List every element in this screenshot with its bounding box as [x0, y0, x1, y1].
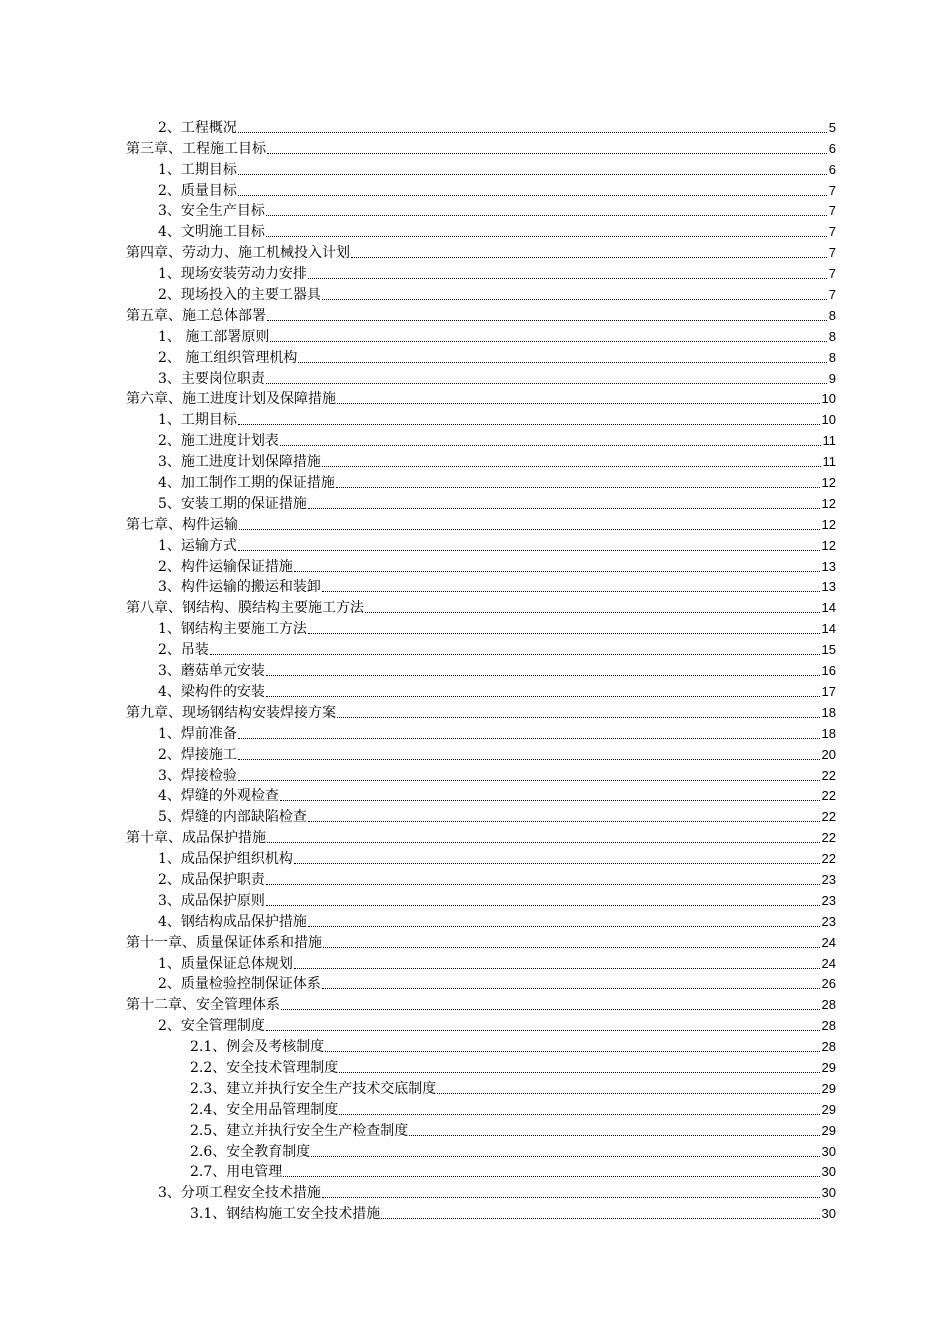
toc-entry[interactable]	[126, 491, 836, 512]
toc-dot-leader	[238, 737, 820, 739]
toc-entry-page-number: 29	[821, 1101, 836, 1117]
toc-entry[interactable]	[126, 136, 836, 157]
toc-entry-title: 第三章、工程施工目标	[126, 140, 266, 157]
toc-dot-leader	[266, 674, 820, 676]
toc-entry[interactable]	[126, 240, 836, 261]
toc-entry-title: 1、运输方式	[158, 537, 237, 554]
toc-entry[interactable]	[126, 303, 836, 324]
toc-dot-leader	[322, 590, 820, 592]
toc-entry[interactable]	[126, 784, 836, 805]
toc-entry-page-number: 23	[821, 913, 836, 929]
toc-entry[interactable]	[126, 387, 836, 408]
toc-entry-title: 2、现场投入的主要工器具	[158, 287, 321, 304]
toc-entry-page-number: 10	[821, 412, 836, 428]
toc-entry-title: 2、吊装	[158, 642, 209, 659]
toc-entry-title: 1、成品保护组织机构	[158, 851, 293, 868]
toc-entry[interactable]	[126, 595, 836, 616]
toc-entry-page-number: 13	[821, 579, 836, 595]
toc-dot-leader	[238, 779, 820, 781]
toc-entry-page-number: 5	[828, 119, 836, 135]
toc-entry[interactable]	[126, 533, 836, 554]
toc-dot-leader	[283, 1175, 819, 1177]
toc-entry-title: 4、钢结构成品保护措施	[158, 913, 307, 930]
toc-entry-page-number: 8	[828, 307, 836, 323]
toc-entry-page-number: 24	[821, 955, 836, 971]
toc-dot-leader	[337, 716, 820, 718]
toc-dot-leader	[238, 423, 820, 425]
toc-entry-page-number: 7	[828, 245, 836, 261]
toc-entry-title: 第十章、成品保护措施	[126, 830, 266, 847]
toc-entry-page-number: 7	[828, 203, 836, 219]
toc-entry-title: 第七章、构件运输	[126, 516, 238, 533]
toc-dot-leader	[308, 277, 827, 279]
toc-dot-leader	[267, 841, 820, 843]
toc-entry-title: 第十二章、安全管理体系	[126, 997, 280, 1014]
toc-entry[interactable]	[126, 470, 836, 491]
toc-entry-title: 3、分项工程安全技术措施	[158, 1185, 321, 1202]
toc-entry-page-number: 7	[828, 224, 836, 240]
toc-entry[interactable]	[126, 721, 836, 742]
toc-dot-leader	[266, 695, 820, 697]
toc-entry-title: 3、构件运输的搬运和装卸	[158, 579, 321, 596]
toc-entry[interactable]	[126, 1076, 836, 1097]
table-of-contents	[126, 115, 836, 1222]
toc-entry-page-number: 28	[821, 997, 836, 1013]
toc-entry[interactable]	[126, 428, 836, 449]
toc-dot-leader	[381, 1217, 819, 1219]
toc-entry-title: 2.2、安全技术管理制度	[190, 1059, 339, 1076]
toc-dot-leader	[267, 319, 827, 321]
toc-dot-leader	[365, 611, 820, 613]
toc-dot-leader	[238, 549, 820, 551]
toc-entry-page-number: 9	[828, 370, 836, 386]
toc-entry[interactable]	[126, 1013, 836, 1034]
toc-entry-page-number: 22	[821, 851, 836, 867]
toc-dot-leader	[210, 653, 820, 655]
toc-entry[interactable]	[126, 345, 836, 366]
toc-entry-title: 3、成品保护原则	[158, 892, 265, 909]
toc-dot-leader	[311, 1155, 819, 1157]
toc-entry[interactable]	[126, 867, 836, 888]
toc-entry-page-number: 6	[828, 161, 836, 177]
toc-entry-title: 2、施工进度计划表	[158, 433, 279, 450]
toc-entry-page-number: 28	[821, 1018, 836, 1034]
toc-entry[interactable]	[126, 1139, 836, 1160]
toc-entry-page-number: 11	[822, 433, 836, 449]
toc-entry-title: 4、文明施工目标	[158, 224, 265, 241]
toc-dot-leader	[266, 904, 820, 906]
toc-entry-page-number: 22	[821, 830, 836, 846]
toc-dot-leader	[294, 570, 820, 572]
toc-entry-page-number: 10	[821, 391, 836, 407]
toc-dot-leader	[270, 340, 826, 342]
toc-dot-leader	[266, 883, 820, 885]
toc-entry-page-number: 22	[821, 788, 836, 804]
toc-entry-title: 1、 施工部署原则	[158, 328, 270, 345]
toc-entry[interactable]	[126, 1055, 836, 1076]
toc-entry-title: 4、梁构件的安装	[158, 683, 265, 700]
toc-entry[interactable]	[126, 637, 836, 658]
toc-entry-title: 3、蘑菇单元安装	[158, 663, 265, 680]
toc-entry-page-number: 14	[821, 621, 836, 637]
toc-entry-title: 2、质量目标	[158, 182, 237, 199]
toc-entry-page-number: 24	[821, 934, 836, 950]
toc-entry[interactable]	[126, 1180, 836, 1201]
toc-dot-leader	[351, 256, 827, 258]
toc-entry-title: 3.1、钢结构施工安全技术措施	[190, 1206, 381, 1223]
toc-dot-leader	[238, 758, 820, 760]
toc-entry-title: 2.4、安全用品管理制度	[190, 1101, 339, 1118]
toc-entry-page-number: 12	[821, 495, 836, 511]
toc-entry-page-number: 16	[821, 663, 836, 679]
toc-entry[interactable]	[126, 1118, 836, 1139]
toc-entry[interactable]	[126, 219, 836, 240]
toc-dot-leader	[266, 382, 827, 384]
toc-entry[interactable]	[126, 157, 836, 178]
toc-dot-leader	[322, 298, 827, 300]
toc-dot-leader	[298, 361, 826, 363]
toc-entry-page-number: 17	[821, 683, 836, 699]
toc-entry-title: 3、主要岗位职责	[158, 370, 265, 387]
toc-entry[interactable]	[126, 616, 836, 637]
toc-entry[interactable]	[126, 1160, 836, 1181]
toc-dot-leader	[238, 131, 827, 133]
toc-entry-title: 第四章、劳动力、施工机械投入计划	[126, 245, 350, 262]
toc-entry-page-number: 30	[821, 1206, 836, 1222]
toc-entry[interactable]	[126, 909, 836, 930]
toc-dot-leader	[280, 799, 820, 801]
toc-entry-title: 1、工期目标	[158, 412, 237, 429]
toc-entry[interactable]	[126, 951, 836, 972]
toc-entry[interactable]	[126, 512, 836, 533]
toc-entry[interactable]	[126, 178, 836, 199]
toc-entry-title: 第五章、施工总体部署	[126, 307, 266, 324]
toc-entry-page-number: 28	[821, 1039, 836, 1055]
toc-dot-leader	[280, 444, 821, 446]
toc-entry-title: 2、工程概况	[158, 119, 237, 136]
toc-dot-leader	[437, 1092, 819, 1094]
toc-entry[interactable]	[126, 1097, 836, 1118]
toc-entry[interactable]	[126, 261, 836, 282]
toc-entry-page-number: 15	[821, 642, 836, 658]
toc-dot-leader	[322, 1196, 820, 1198]
toc-entry-title: 1、工期目标	[158, 161, 237, 178]
toc-entry-title: 2、质量检验控制保证体系	[158, 976, 321, 993]
toc-entry[interactable]	[126, 972, 836, 993]
toc-entry-page-number: 8	[828, 349, 836, 365]
toc-dot-leader	[266, 235, 827, 237]
toc-entry-title: 2、成品保护职责	[158, 871, 265, 888]
toc-entry[interactable]	[126, 742, 836, 763]
toc-entry[interactable]	[126, 763, 836, 784]
toc-entry-page-number: 12	[821, 537, 836, 553]
toc-entry-page-number: 12	[821, 516, 836, 532]
toc-entry-title: 1、现场安装劳动力安排	[158, 266, 307, 283]
toc-dot-leader	[322, 465, 821, 467]
toc-dot-leader	[294, 967, 820, 969]
toc-entry-page-number: 18	[821, 704, 836, 720]
toc-dot-leader	[266, 1029, 820, 1031]
toc-entry-page-number: 7	[828, 266, 836, 282]
toc-entry-page-number: 30	[821, 1164, 836, 1180]
toc-entry-title: 5、焊缝的内部缺陷检查	[158, 809, 307, 826]
toc-entry-title: 2.1、例会及考核制度	[190, 1039, 325, 1056]
toc-entry-page-number: 18	[821, 725, 836, 741]
toc-entry-title: 2.6、安全教育制度	[190, 1143, 311, 1160]
toc-entry-page-number: 20	[821, 746, 836, 762]
toc-entry[interactable]	[126, 1034, 836, 1055]
toc-dot-leader	[409, 1134, 819, 1136]
toc-entry[interactable]	[126, 1201, 836, 1222]
toc-entry[interactable]	[126, 658, 836, 679]
toc-entry-page-number: 23	[821, 892, 836, 908]
toc-entry[interactable]	[126, 282, 836, 303]
toc-dot-leader	[239, 528, 820, 530]
toc-entry[interactable]	[126, 804, 836, 825]
toc-entry[interactable]	[126, 888, 836, 909]
toc-entry[interactable]	[126, 679, 836, 700]
toc-entry-title: 2、 施工组织管理机构	[158, 349, 298, 366]
toc-entry-title: 第六章、施工进度计划及保障措施	[126, 391, 336, 408]
toc-entry-title: 2.7、用电管理	[190, 1164, 283, 1181]
toc-entry[interactable]	[126, 324, 836, 345]
toc-entry[interactable]	[126, 930, 836, 951]
toc-dot-leader	[336, 486, 820, 488]
toc-entry-page-number: 6	[828, 140, 836, 156]
toc-entry-page-number: 8	[828, 328, 836, 344]
toc-dot-leader	[337, 402, 820, 404]
toc-entry[interactable]	[126, 575, 836, 596]
toc-entry-title: 4、焊缝的外观检查	[158, 788, 279, 805]
toc-dot-leader	[267, 152, 827, 154]
toc-entry-page-number: 26	[821, 976, 836, 992]
toc-entry[interactable]	[126, 700, 836, 721]
toc-entry-title: 第八章、钢结构、膜结构主要施工方法	[126, 600, 364, 617]
toc-entry-title: 第十一章、质量保证体系和措施	[126, 934, 322, 951]
toc-entry-title: 2.3、建立并执行安全生产技术交底制度	[190, 1080, 437, 1097]
toc-entry-title: 3、安全生产目标	[158, 203, 265, 220]
toc-entry-page-number: 29	[821, 1122, 836, 1138]
toc-entry-title: 2、安全管理制度	[158, 1018, 265, 1035]
toc-entry-page-number: 11	[822, 454, 836, 470]
toc-entry[interactable]	[126, 199, 836, 220]
toc-entry-title: 2、焊接施工	[158, 746, 237, 763]
toc-entry-title: 1、钢结构主要施工方法	[158, 621, 307, 638]
toc-entry-page-number: 23	[821, 871, 836, 887]
toc-entry-page-number: 22	[821, 767, 836, 783]
toc-dot-leader	[322, 987, 820, 989]
toc-entry-title: 3、焊接检验	[158, 767, 237, 784]
toc-dot-leader	[238, 173, 827, 175]
toc-entry-title: 1、焊前准备	[158, 725, 237, 742]
toc-dot-leader	[339, 1113, 819, 1115]
toc-entry-title: 1、质量保证总体规划	[158, 955, 293, 972]
toc-entry[interactable]	[126, 846, 836, 867]
toc-dot-leader	[308, 632, 820, 634]
toc-entry[interactable]	[126, 115, 836, 136]
toc-entry-page-number: 14	[821, 600, 836, 616]
toc-entry-title: 2.5、建立并执行安全生产检查制度	[190, 1122, 409, 1139]
toc-dot-leader	[238, 194, 827, 196]
toc-entry-page-number: 13	[821, 558, 836, 574]
toc-entry-page-number: 7	[828, 182, 836, 198]
toc-entry[interactable]	[126, 825, 836, 846]
toc-entry-page-number: 29	[821, 1080, 836, 1096]
toc-dot-leader	[323, 946, 820, 948]
toc-entry[interactable]	[126, 366, 836, 387]
toc-entry-page-number: 30	[821, 1185, 836, 1201]
toc-entry-title: 3、施工进度计划保障措施	[158, 454, 321, 471]
toc-entry[interactable]	[126, 407, 836, 428]
toc-entry[interactable]	[126, 449, 836, 470]
toc-entry-title: 第九章、现场钢结构安装焊接方案	[126, 704, 336, 721]
toc-entry-title: 4、加工制作工期的保证措施	[158, 475, 335, 492]
toc-dot-leader	[308, 820, 820, 822]
toc-entry-page-number: 7	[828, 287, 836, 303]
toc-dot-leader	[308, 507, 820, 509]
toc-dot-leader	[339, 1071, 819, 1073]
toc-entry[interactable]	[126, 992, 836, 1013]
toc-dot-leader	[266, 214, 827, 216]
toc-dot-leader	[308, 925, 820, 927]
toc-entry[interactable]	[126, 554, 836, 575]
toc-entry-page-number: 29	[821, 1059, 836, 1075]
toc-dot-leader	[281, 1008, 820, 1010]
toc-entry-page-number: 12	[821, 475, 836, 491]
toc-entry-page-number: 22	[821, 809, 836, 825]
toc-dot-leader	[294, 862, 820, 864]
toc-entry-title: 5、安装工期的保证措施	[158, 495, 307, 512]
toc-entry-page-number: 30	[821, 1143, 836, 1159]
toc-entry-title: 2、构件运输保证措施	[158, 558, 293, 575]
toc-dot-leader	[325, 1050, 819, 1052]
